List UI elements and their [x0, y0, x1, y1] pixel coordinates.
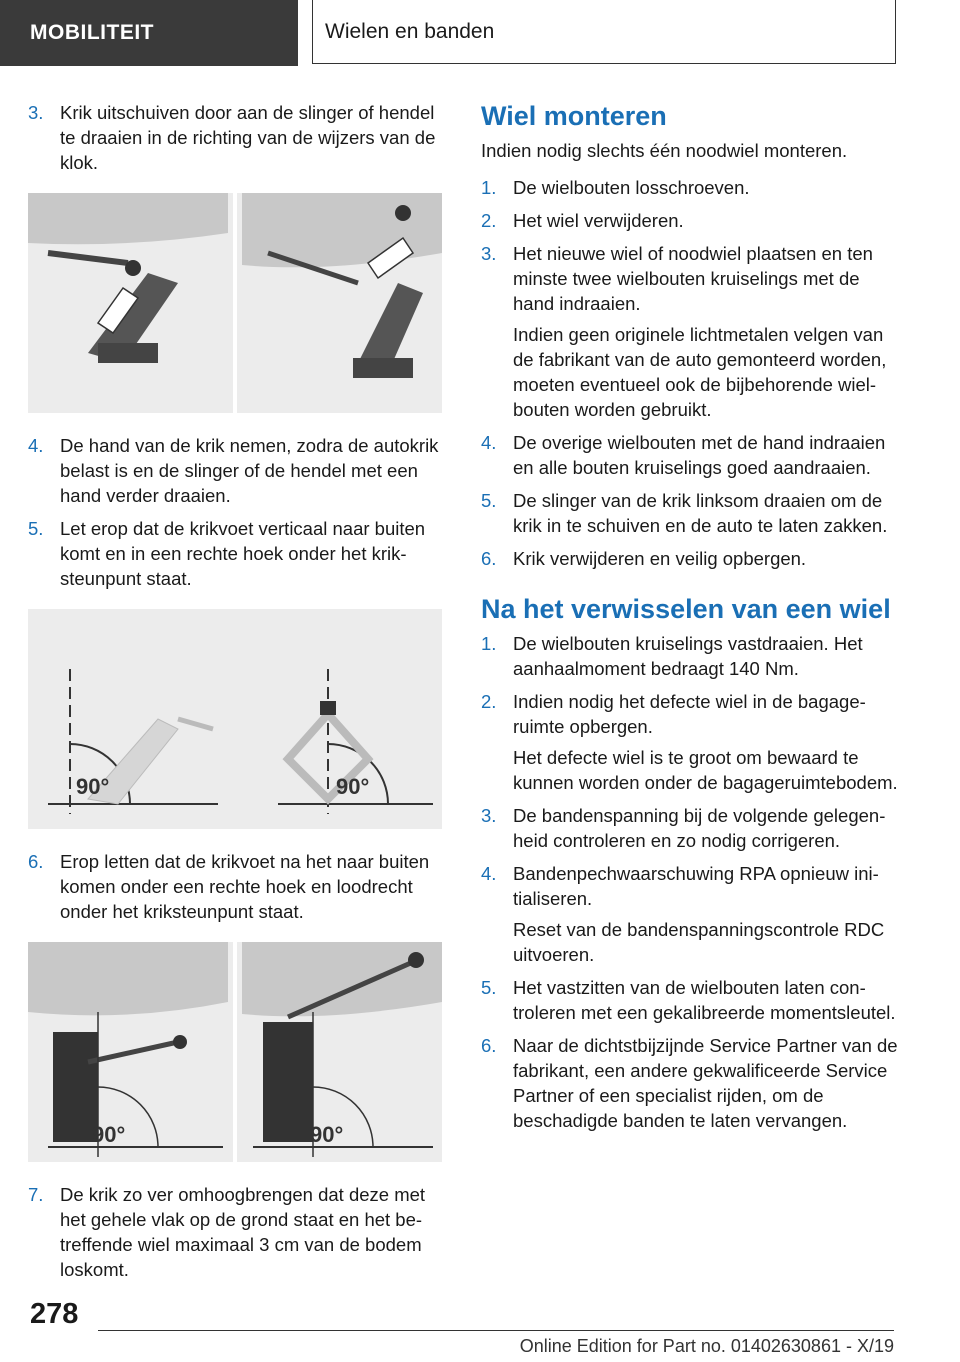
list-item — [481, 689, 901, 795]
step-text: De overige wielbouten met de hand indraaien en alle bouten kruiselings goed aandraaien. — [513, 432, 886, 478]
step-text: De bandenspanning bij de volgende gelegenheid controleren en zo nodig corrigeren. — [513, 805, 886, 851]
step-number: 6. — [481, 1035, 497, 1056]
step-text: Krik verwijderen en veilig opbergen. — [513, 548, 807, 569]
list-item — [481, 1033, 901, 1133]
step-text: Erop letten dat de krikvoet na het naar buiten komen onder een rechte hoek en loodrecht onder het kriksteunpunt staat. — [60, 851, 430, 922]
step-text: Het vastzitten van de wielbouten laten controleren met een gekalibreerde momentsleutel. — [513, 977, 896, 1023]
section-heading-after: Na het verwisselen van een wiel — [481, 594, 891, 624]
step-text: Indien nodig het defecte wiel in de bagageruimte opbergen. — [513, 691, 866, 737]
list-item — [481, 241, 901, 422]
step-text: De wielbouten losschroeven. — [513, 177, 750, 198]
list-item — [481, 975, 901, 1025]
step-text: Het wiel verwijderen. — [513, 210, 684, 231]
list-item — [481, 546, 901, 571]
step-text: Het nieuwe wiel of noodwiel plaatsen en ten minste twee wielbouten kruiselings met de hand indraaien. — [513, 243, 873, 314]
list-item — [481, 861, 901, 967]
edition-note: Online Edition for Part no. 01402630861 - X/19 — [519, 1336, 894, 1356]
step-number: 4. — [28, 435, 44, 456]
step-number: 4. — [481, 863, 497, 884]
list-item — [481, 175, 901, 200]
section-heading-mount: Wiel monteren — [481, 101, 667, 131]
step-number: 5. — [481, 490, 497, 511]
step-number: 3. — [28, 102, 44, 123]
section-tab: MOBILITEIT — [0, 0, 298, 66]
step-number: 7. — [28, 1184, 44, 1205]
step-text: De krik zo ver omhoogbrengen dat deze met het gehele vlak op de grond staat en het betreffende wiel maximaal 3 cm van de bodem loskomt. — [60, 1184, 426, 1280]
list-item — [481, 208, 901, 233]
list-item — [28, 849, 446, 924]
mount-steps-list — [481, 175, 901, 571]
step-number: 4. — [481, 432, 497, 453]
angle-label: 90° — [76, 774, 110, 799]
step-note: Reset van de bandenspanningscontrole RDC uitvoeren. — [513, 919, 885, 965]
list-item — [28, 516, 446, 591]
right-column — [481, 100, 901, 1141]
angle-label: 90° — [92, 1122, 126, 1147]
step-text: Let erop dat de krikvoet verticaal naar buiten komt en in een rechte hoek onder het kriksteunpunt staat. — [60, 518, 426, 589]
list-item — [28, 1182, 446, 1282]
step-number: 6. — [28, 851, 44, 872]
step-text: De slinger van de krik linksom draaien om de krik in te schuiven en de auto te laten zakken. — [513, 490, 888, 536]
footer-divider — [98, 1330, 894, 1331]
jack-crank-illustration — [28, 193, 442, 413]
intro-text: Indien nodig slechts één noodwiel monteren. — [481, 140, 848, 161]
angle-label: 90° — [310, 1122, 344, 1147]
list-item — [481, 631, 901, 681]
list-item — [28, 433, 446, 508]
left-column — [28, 100, 446, 1290]
chapter-title: Wielen en banden — [312, 0, 896, 64]
step-number: 2. — [481, 210, 497, 231]
step-text: De wielbouten kruiselings vastdraaien. Het aanhaalmoment bedraagt 140 Nm. — [513, 633, 863, 679]
step-text: Bandenpechwaarschuwing RPA opnieuw initialiseren. — [513, 863, 879, 909]
after-steps-list — [481, 631, 901, 1133]
list-item — [481, 488, 901, 538]
step-note: Indien geen originele lichtmetalen velgen van de fabrikant van de auto gemonteerd worden, moeten eventueel ook de bijbehorende wielbouten worden gebruikt. — [513, 324, 887, 420]
jack-angle-illustration — [28, 609, 442, 829]
list-item — [28, 100, 446, 175]
page-number: 278 — [30, 1298, 79, 1330]
step-number: 1. — [481, 177, 497, 198]
step-number: 3. — [481, 805, 497, 826]
page-header — [0, 0, 960, 66]
step-note: Het defecte wiel is te groot om bewaard te kunnen worden onder de bagageruimtebodem. — [513, 747, 898, 793]
step-number: 5. — [481, 977, 497, 998]
step-text: De hand van de krik nemen, zodra de autokrik belast is en de slinger of de hendel met een hand verder draaien. — [60, 435, 439, 506]
angle-label: 90° — [336, 774, 370, 799]
step-number: 1. — [481, 633, 497, 654]
step-number: 6. — [481, 548, 497, 569]
jack-perpendicular-illustration — [28, 942, 442, 1162]
step-text: Naar de dichtstbijzijnde Service Partner van de fabrikant, een andere gekwalificeerde Service Partner of een specialist rijden, om de beschadigde banden te laten vervangen. — [513, 1035, 898, 1131]
step-number: 5. — [28, 518, 44, 539]
step-text: Krik uitschuiven door aan de slinger of hendel te draaien in de richting van de wijzers van de klok. — [60, 102, 436, 173]
list-item — [481, 430, 901, 480]
list-item — [481, 803, 901, 853]
step-number: 3. — [481, 243, 497, 264]
step-number: 2. — [481, 691, 497, 712]
